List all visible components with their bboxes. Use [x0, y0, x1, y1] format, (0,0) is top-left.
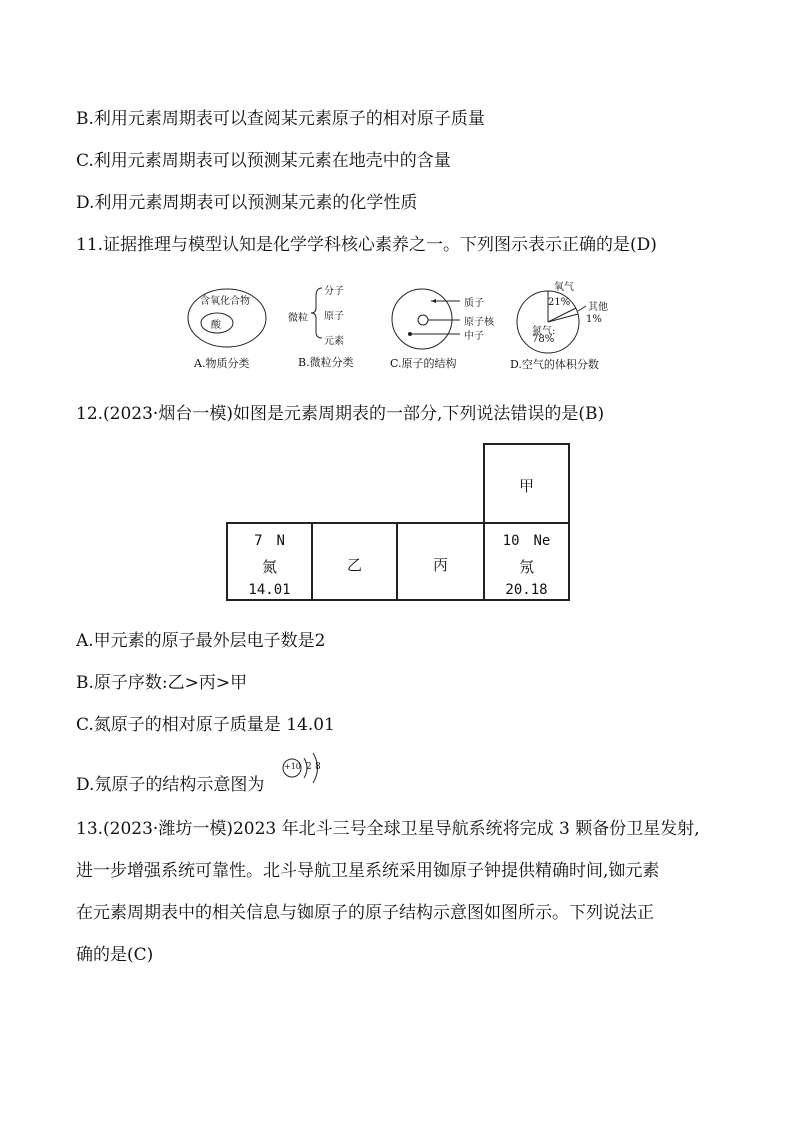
- outer-label: 含氧化合物: [200, 296, 250, 307]
- shell-2-electrons: 8: [315, 762, 321, 772]
- oxygen-percent: 21%: [548, 297, 571, 308]
- cell-yi: [311, 522, 398, 601]
- figure-c-atom-structure: [388, 287, 508, 371]
- option-c-q12: C.氮原子的相对原子质量是 14.01: [76, 715, 335, 735]
- nitrogen-number-symbol: 7 N: [254, 533, 285, 549]
- oxygen-label: 氧气: [554, 282, 574, 293]
- neon-atom-structure-diagram: [280, 750, 330, 786]
- option-c-q10: C.利用元素周期表可以预测某元素在地壳中的含量: [76, 151, 451, 171]
- nitrogen-name: 氮: [261, 558, 277, 576]
- element-jia: 甲: [518, 477, 534, 495]
- nitrogen-percent: 78%: [532, 334, 555, 345]
- question-13-line-4: 确的是(C): [76, 945, 154, 965]
- neutron-label: 中子: [464, 331, 484, 342]
- other-label: 其他: [588, 302, 608, 313]
- option-b-q12: B.原子序数:乙>丙>甲: [76, 673, 248, 693]
- cell-jia: [483, 443, 570, 524]
- option-d-q10: D.利用元素周期表可以预测某元素的化学性质: [76, 193, 418, 213]
- item-label: 分子: [324, 286, 344, 297]
- nucleus-charge: +10: [284, 762, 301, 771]
- item-label: 原子: [324, 311, 344, 322]
- question-12-stem: 12.(2023·烟台一模)如图是元素周期表的一部分,下列说法错误的是(B): [76, 404, 605, 424]
- figure-b-caption: B.微粒分类: [298, 356, 354, 369]
- nitrogen-label: 氮气:: [532, 326, 556, 337]
- figure-a-caption: A.物质分类: [194, 357, 250, 370]
- element-yi: 乙: [346, 556, 362, 574]
- nucleus-label: 原子核: [464, 317, 494, 328]
- nitrogen-mass: 14.01: [248, 582, 291, 598]
- item-label: 元素: [324, 336, 344, 347]
- cell-bing: [396, 522, 485, 601]
- question-13-line-3: 在元素周期表中的相关信息与铷原子的原子结构示意图如图所示。下列说法正: [76, 903, 654, 923]
- other-percent: 1%: [586, 314, 602, 325]
- root-label: 微粒: [288, 313, 308, 324]
- figure-d-air-composition-pie: [508, 276, 618, 372]
- question-13-line-1: 13.(2023·潍坊一模)2023 年北斗三号全球卫星导航系统将完成 3 颗备份卫星发射,: [76, 819, 700, 839]
- figure-a-substance-classification: [186, 287, 272, 371]
- option-d-q12: D.氖原子的结构示意图为: [76, 775, 265, 795]
- figure-c-caption: C.原子的结构: [390, 357, 457, 370]
- neon-name: 氖: [518, 558, 534, 576]
- shell-1-electrons: 2: [306, 762, 312, 772]
- question-11-stem: 11.证据推理与模型认知是化学学科核心素养之一。下列图示表示正确的是(D): [76, 235, 657, 255]
- question-13-line-2: 进一步增强系统可靠性。北斗导航卫星系统采用铷原子钟提供精确时间,铷元素: [76, 861, 660, 881]
- neon-mass: 20.18: [505, 582, 548, 598]
- proton-label: 质子: [464, 298, 484, 309]
- cell-neon: [483, 522, 570, 601]
- figure-d-caption: D.空气的体积分数: [510, 358, 599, 371]
- option-a-q12: A.甲元素的原子最外层电子数是2: [76, 631, 326, 651]
- figure-b-particle-classification: [288, 280, 368, 372]
- inner-label: 酸: [211, 320, 221, 331]
- option-b-q10: B.利用元素周期表可以查阅某元素原子的相对原子质量: [76, 109, 485, 129]
- element-bing: 丙: [432, 556, 448, 574]
- neon-number-symbol: 10 Ne: [502, 533, 551, 549]
- cell-nitrogen: [226, 522, 313, 601]
